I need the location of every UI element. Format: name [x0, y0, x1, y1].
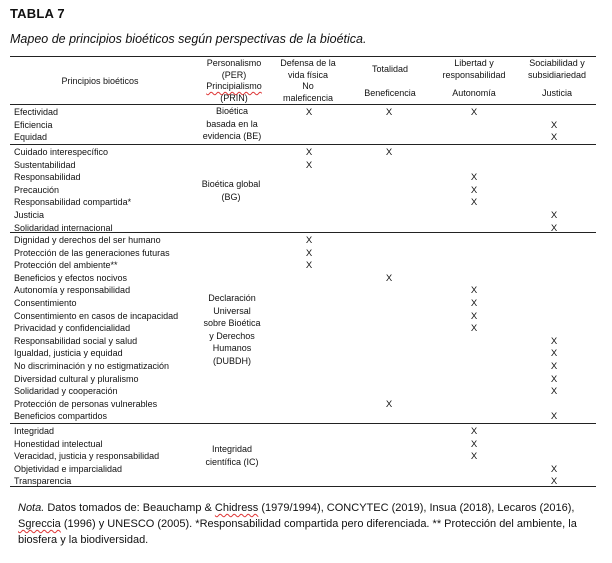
mark-x: X: [550, 210, 558, 221]
mark-x: X: [470, 438, 478, 450]
group-rule-1: [10, 144, 596, 145]
row-label: Consentimiento: [14, 298, 77, 308]
row-label: Diversidad cultural y pluralismo: [14, 373, 139, 384]
header-rule: [10, 104, 596, 105]
mark-x: X: [385, 147, 393, 158]
header-totalidad: [350, 64, 430, 99]
row-label: Responsabilidad social y salud: [14, 335, 138, 346]
group-dubdh-l6: (DUBDH): [213, 355, 251, 366]
header-principialismo-l2: (PRIN): [220, 92, 248, 103]
row-label: Objetividad e imparcialidad: [14, 463, 123, 474]
row-label: Precaución: [14, 184, 60, 195]
mark-x: X: [305, 107, 313, 118]
mark-x: X: [550, 373, 558, 385]
mark-x: X: [470, 426, 478, 437]
group-be-l2: basada en la: [206, 118, 258, 129]
note-text-3: (1996) y UNESCO (2005). *Responsabilidad compartida pero diferenciada. ** Protección del ambiente, la biosfera y la biodiversidad.: [18, 518, 577, 546]
header-defensa: [272, 58, 344, 104]
header-sociabilidad-l1: Sociabilidad y: [529, 58, 585, 68]
row-label: Efectividad: [14, 107, 59, 117]
row-label: Cuidado interespecífico: [14, 147, 109, 157]
row-label: Dignidad y derechos del ser humano: [14, 235, 161, 245]
row-label: Protección de las generaciones futuras: [14, 247, 170, 258]
mark-x: X: [470, 107, 478, 118]
mark-x: X: [550, 386, 558, 398]
row-label: Sustentabilidad: [14, 159, 76, 170]
mark-x: X: [305, 260, 313, 272]
table-bottom-rule: [10, 486, 596, 487]
row-label: Responsabilidad: [14, 172, 81, 183]
mark-x: X: [550, 222, 558, 234]
row-label: Autonomía y responsabilidad: [14, 285, 131, 296]
row-label: Justicia: [14, 210, 45, 220]
mark-x: X: [470, 298, 478, 309]
mark-x: X: [550, 335, 558, 347]
mark-x: X: [550, 361, 558, 372]
mark-x: X: [470, 197, 478, 209]
row-label: Responsabilidad compartida*: [14, 197, 132, 208]
row-label: Beneficios compartidos: [14, 411, 108, 422]
header-libertad: [432, 58, 516, 100]
group-be-l1: Bioética: [215, 106, 249, 116]
group-label-bg: [188, 178, 274, 203]
header-personalismo-l2: (PER): [221, 69, 247, 80]
group-ic-l1: Integridad: [211, 444, 253, 454]
row-label: Honestidad intelectual: [14, 438, 103, 449]
row-label: Igualdad, justicia y equidad: [14, 348, 123, 359]
mark-x: X: [470, 451, 478, 463]
group-rule-3: [10, 423, 596, 424]
group-label-dubdh: [194, 292, 270, 367]
group-dubdh-l1: Declaración: [208, 293, 256, 303]
group-be-l3: evidencia (BE): [202, 131, 262, 141]
group-dubdh-l3: sobre Bioética: [203, 318, 261, 328]
row-label: Veracidad, justicia y responsabilidad: [14, 451, 160, 462]
mark-x: X: [385, 398, 393, 410]
mark-x: X: [385, 272, 393, 284]
row-label: Protección de personas vulnerables: [14, 398, 158, 409]
table-note: [18, 500, 598, 548]
row-label: Transparencia: [14, 476, 72, 487]
row-label: Eficiencia: [14, 119, 53, 130]
group-label-ic: [194, 443, 270, 468]
mark-x: X: [470, 310, 478, 322]
header-autonomia: Autonomía: [452, 88, 496, 98]
mark-x: X: [550, 476, 558, 488]
group-bg-l1: Bioética global: [201, 179, 261, 189]
header-no: No: [302, 81, 314, 91]
mark-x: X: [550, 348, 558, 360]
group-ic-l2: científica (IC): [205, 456, 259, 467]
mark-x: X: [550, 132, 558, 144]
header-sociabilidad: [518, 58, 596, 100]
table-title: TABLA 7: [10, 6, 65, 21]
table-subtitle: Mapeo de principios bioéticos según perspectivas de la bioética.: [10, 32, 367, 46]
row-label: Solidaridad internacional: [14, 222, 113, 233]
header-maleficencia: maleficencia: [282, 92, 334, 103]
row-label: Protección del ambiente**: [14, 260, 118, 271]
group-dubdh-l2: Universal: [213, 305, 251, 316]
mark-x: X: [550, 463, 558, 475]
mark-x: X: [305, 159, 313, 171]
header-defensa-l1: Defensa de la: [280, 58, 336, 68]
mark-x: X: [305, 247, 313, 259]
header-justicia: Justicia: [541, 88, 572, 98]
header-totalidad-l1: Totalidad: [371, 64, 409, 74]
table-top-rule: [10, 56, 596, 57]
mark-x: X: [470, 285, 478, 297]
row-label: Privacidad y confidencialidad: [14, 323, 131, 334]
row-label: Integridad: [14, 426, 55, 436]
header-personalismo: [194, 58, 274, 104]
mark-x: X: [470, 184, 478, 196]
note-sgreccia: Sgreccia: [18, 518, 61, 530]
row-label: Equidad: [14, 132, 48, 143]
header-libertad-l2: responsabilidad: [442, 69, 506, 80]
mark-x: X: [550, 411, 558, 423]
header-libertad-l1: Libertad y: [454, 58, 494, 68]
header-sociabilidad-l2: subsidiariedad: [527, 69, 587, 80]
note-prefix: Nota.: [18, 502, 45, 514]
mark-x: X: [550, 119, 558, 131]
note-text-1: Datos tomados de: Beauchamp &: [44, 502, 215, 514]
mark-x: X: [385, 107, 393, 118]
header-personalismo-l1: Personalismo: [206, 58, 262, 68]
header-defensa-l2: vida física: [287, 69, 329, 80]
mark-x: X: [470, 323, 478, 335]
row-label: Beneficios y efectos nocivos: [14, 272, 128, 283]
header-principialismo: Principialismo: [206, 81, 262, 91]
group-dubdh-l4: y Derechos: [209, 330, 255, 341]
note-chidress: Chidress: [214, 502, 259, 514]
row-label: No discriminación y no estigmatización: [14, 361, 170, 371]
group-bg-l2: (BG): [221, 191, 241, 202]
row-label: Solidaridad y cooperación: [14, 386, 118, 397]
mark-x: X: [305, 235, 313, 246]
mark-x: X: [305, 147, 313, 158]
group-dubdh-l5: Humanos: [212, 343, 252, 353]
mark-x: X: [470, 172, 478, 184]
header-beneficencia: Beneficencia: [364, 87, 416, 98]
group-label-be: [196, 105, 268, 143]
row-label: Consentimiento en casos de incapacidad: [14, 310, 179, 321]
header-principios: Principios bioéticos: [61, 76, 139, 86]
note-text-2: (1979/1994), CONCYTEC (2019), Insua (2018), Lecaros (2016),: [258, 502, 575, 514]
